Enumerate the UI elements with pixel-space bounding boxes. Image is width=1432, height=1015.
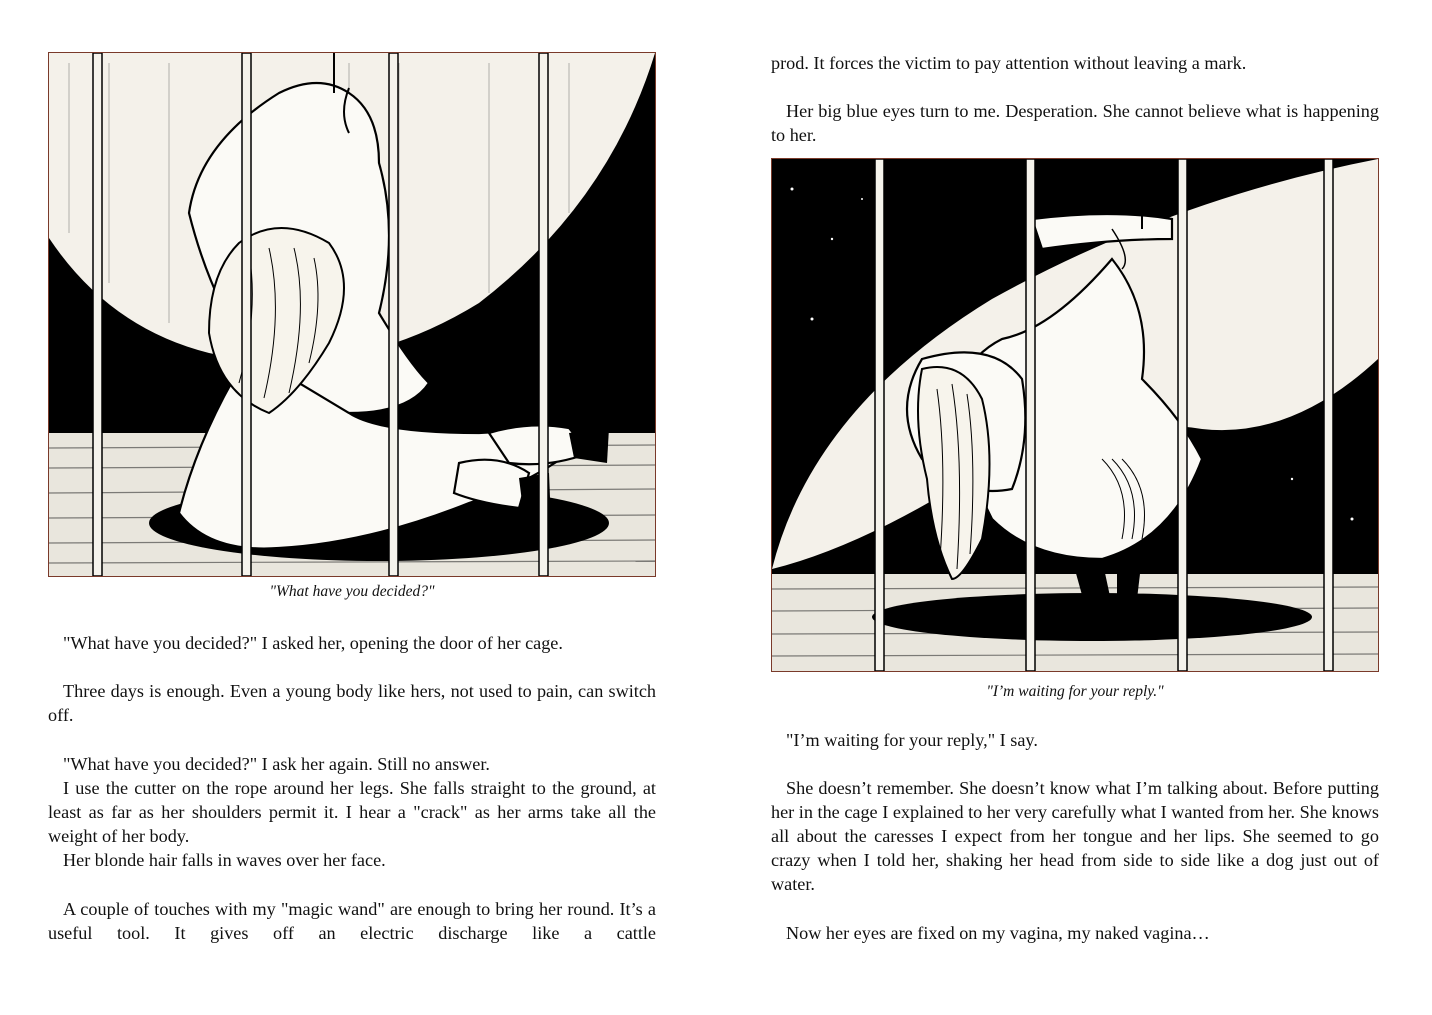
paragraph-right-4: Now her eyes are fixed on my vagina, my naked vagina… (786, 923, 1210, 943)
paragraph-left-1: "What have you decided?" I asked her, opening the door of her cage. (63, 633, 563, 653)
paragraph-left-3: "What have you decided?" I ask her again. Still no answer. (63, 754, 490, 774)
paragraph-right-2: "I’m waiting for your reply," I say. (786, 730, 1038, 750)
illustration-caged-figure-1 (48, 52, 656, 577)
paragraph-left-2: Three days is enough. Even a young body like hers, not used to pain, can switch off. (48, 681, 656, 725)
caged-figure-illustration-icon (49, 53, 655, 576)
paragraph-right-continuation: prod. It forces the victim to pay attention without leaving a mark. (771, 53, 1247, 73)
paragraph-left-5: Her blonde hair falls in waves over her face. (63, 850, 386, 870)
paragraph-left-6: A couple of touches with my "magic wand" are enough to bring her round. It’s a useful tool. It gives off an electric discharge like a cattle (48, 899, 656, 943)
paragraph-left-4: I use the cutter on the rope around her legs. She falls straight to the ground, at least as far as her shoulders permit it. I hear a "crack" as her arms take all the weight of her body. (48, 778, 656, 846)
illustration-caged-figure-2 (771, 158, 1379, 672)
caged-figure-illustration-icon (772, 159, 1378, 671)
paragraph-right-3: She doesn’t remember. She doesn’t know what I’m talking about. Before putting her in the cage I explained to her very carefully what I wanted from her. She knows all about the caresses I expect from her tongue and her lips. She seemed to go crazy when I told her, shaking her head from side to side like a dog just out of water. (771, 778, 1379, 894)
paragraph-right-1: Her big blue eyes turn to me. Desperation. She cannot believe what is happening to her. (771, 101, 1379, 145)
illustration-2-caption: "I’m waiting for your reply." (986, 683, 1164, 700)
illustration-1-caption: "What have you decided?" (269, 583, 435, 600)
